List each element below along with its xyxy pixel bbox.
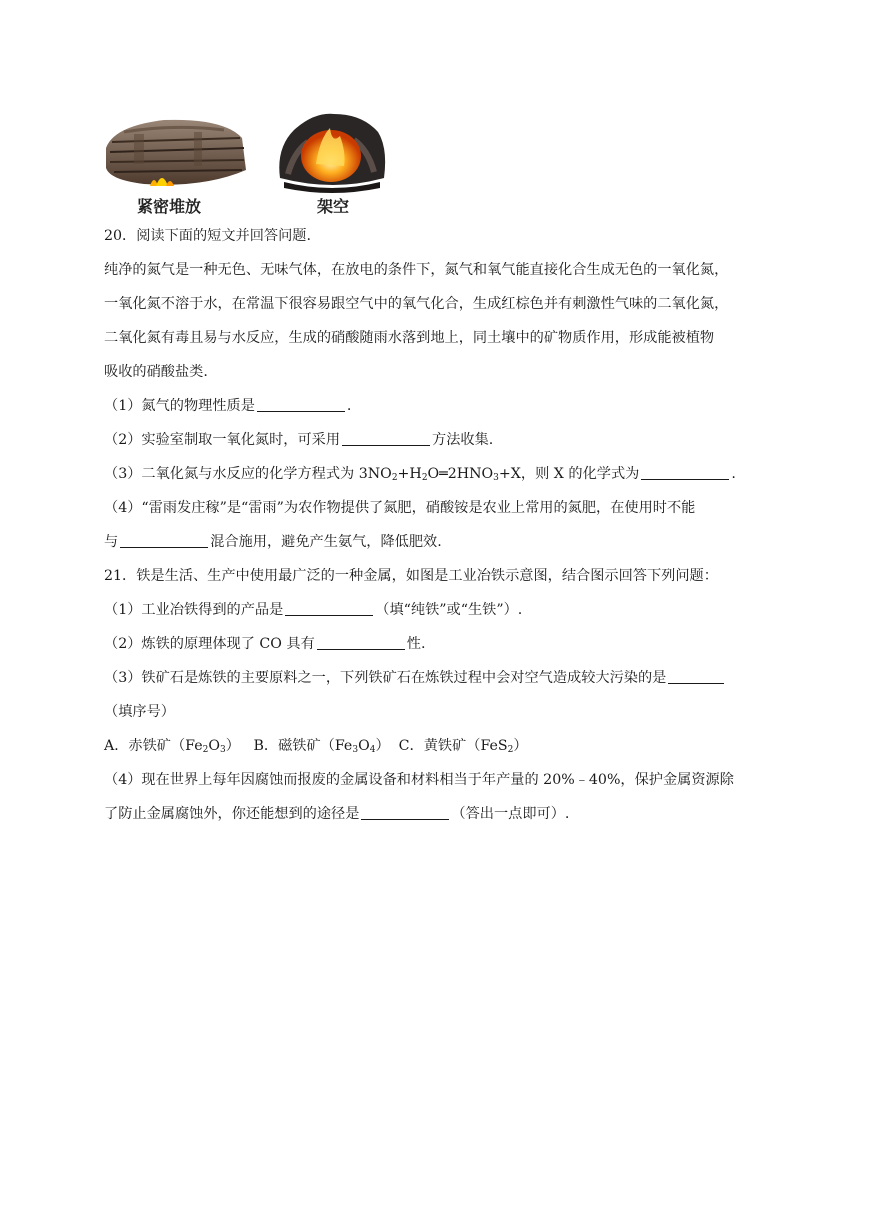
q20-sub-1-text: （1）氮气的物理性质是 xyxy=(104,398,255,414)
q20-passage-line-4: 吸收的硝酸盐类. xyxy=(104,364,208,380)
answer-blank xyxy=(285,601,373,616)
subscript: 2 xyxy=(202,745,209,755)
q20-sub-3 xyxy=(104,464,736,488)
q21-sub-4-pre: 了防止金属腐蚀外，你还能想到的途径是 xyxy=(104,806,360,822)
q20-heading: 20．阅读下面的短文并回答问题. xyxy=(104,228,312,244)
q21-sub-2-end: 性. xyxy=(406,636,426,652)
subscript: 2 xyxy=(507,745,514,755)
stacked-firewood-image xyxy=(104,108,249,190)
answer-blank xyxy=(317,635,405,650)
answer-blank xyxy=(361,805,449,820)
answer-blank xyxy=(120,533,208,548)
equation-part: +X，则 X 的化学式为 xyxy=(498,466,640,482)
q20-sub-4-pre: 与 xyxy=(104,534,119,550)
q21-sub-4-line-2 xyxy=(104,804,569,824)
q20-sub-4-post: 混合施用，避免产生氨气，降低肥效. xyxy=(210,534,442,550)
q20-passage-line-3: 二氧化氮有毒且易与水反应，生成的硝酸随雨水落到地上，同土壤中的矿物质作用，形成能被植物 xyxy=(104,330,715,346)
option-c xyxy=(399,738,528,754)
equation-part: +H xyxy=(397,466,422,482)
subscript: 2 xyxy=(421,473,428,483)
q20-sub-2-end: 方法收集. xyxy=(432,432,494,448)
answer-blank xyxy=(641,465,729,480)
subscript: 2 xyxy=(391,473,398,483)
q21-sub-1-text: （1）工业冶铁得到的产品是 xyxy=(104,602,284,618)
answer-blank xyxy=(257,397,345,412)
caption-dense-stacking: 紧密堆放 xyxy=(137,197,202,216)
q20-sub-3-end: . xyxy=(731,466,736,482)
equation-part: O═2HNO xyxy=(427,466,494,482)
caption-raised: 架空 xyxy=(317,197,350,216)
q21-sub-4-post: （答出一点即可）. xyxy=(451,806,570,822)
stacking-figure xyxy=(104,108,404,214)
option-a xyxy=(104,738,240,754)
q21-sub-3-text: （3）铁矿石是炼铁的主要原料之一，下列铁矿石在炼铁过程中会对空气造成较大污染的是 xyxy=(104,670,667,686)
subscript: 3 xyxy=(220,745,226,755)
subscript: 4 xyxy=(369,745,376,755)
option-b xyxy=(254,738,390,754)
subscript: 3 xyxy=(352,745,359,755)
option-a-text: O xyxy=(208,738,221,754)
q21-sub-4-line-1: （4）现在世界上每年因腐蚀而报废的金属设备和材料相当于年产量的 20%﹣40%，保护金属资源除 xyxy=(104,772,734,788)
equation-part: （3）二氧化氮与水反应的化学方程式为 3NO xyxy=(104,466,392,482)
q21-sub-1-end: （填“纯铁”或“生铁”）. xyxy=(375,602,523,618)
q20-sub-2-text: （2）实验室制取一氧化氮时，可采用 xyxy=(104,432,341,448)
q21-sub-2-text: （2）炼铁的原理体现了 CO 具有 xyxy=(104,636,315,652)
answer-blank xyxy=(342,431,430,446)
option-c-text: ） xyxy=(513,738,528,754)
q21-sub-2 xyxy=(104,634,426,654)
q20-passage-line-1: 纯净的氮气是一种无色、无味气体，在放电的条件下，氮气和氧气能直接化合生成无色的一氧化氮， xyxy=(104,262,729,278)
option-a-text: ） xyxy=(225,738,240,754)
option-b-text: O xyxy=(358,738,370,754)
raised-firewood-image xyxy=(274,108,389,193)
option-b-text: ） xyxy=(375,738,390,754)
q21-sub-1 xyxy=(104,600,522,620)
answer-blank xyxy=(668,669,724,684)
option-a-text: A．赤铁矿（Fe xyxy=(104,738,203,754)
q20-sub-4-line-2 xyxy=(104,532,442,552)
option-c-text: C．黄铁矿（FeS xyxy=(398,738,508,754)
q20-sub-1 xyxy=(104,396,351,416)
q21-sub-3-line-1 xyxy=(104,668,726,688)
q20-sub-4-line-1: （4）“雷雨发庄稼”是“雷雨”为农作物提供了氮肥，硝酸铵是农业上常用的氮肥，在使用时不能 xyxy=(104,500,696,516)
q21-sub-3-line-2: （填序号） xyxy=(104,704,175,720)
q20-passage-line-2: 一氧化氮不溶于水，在常温下很容易跟空气中的氧气化合，生成红棕色并有刺激性气味的二氧化氮， xyxy=(104,296,729,312)
option-b-text: B．磁铁矿（Fe xyxy=(253,738,353,754)
subscript: 3 xyxy=(493,473,499,483)
q21-heading: 21．铁是生活、生产中使用最广泛的一种金属，如图是工业冶铁示意图，结合图示回答下列问题： xyxy=(104,568,718,584)
q20-sub-1-end: . xyxy=(346,398,352,414)
q21-options xyxy=(104,736,528,760)
q20-sub-2 xyxy=(104,430,493,450)
